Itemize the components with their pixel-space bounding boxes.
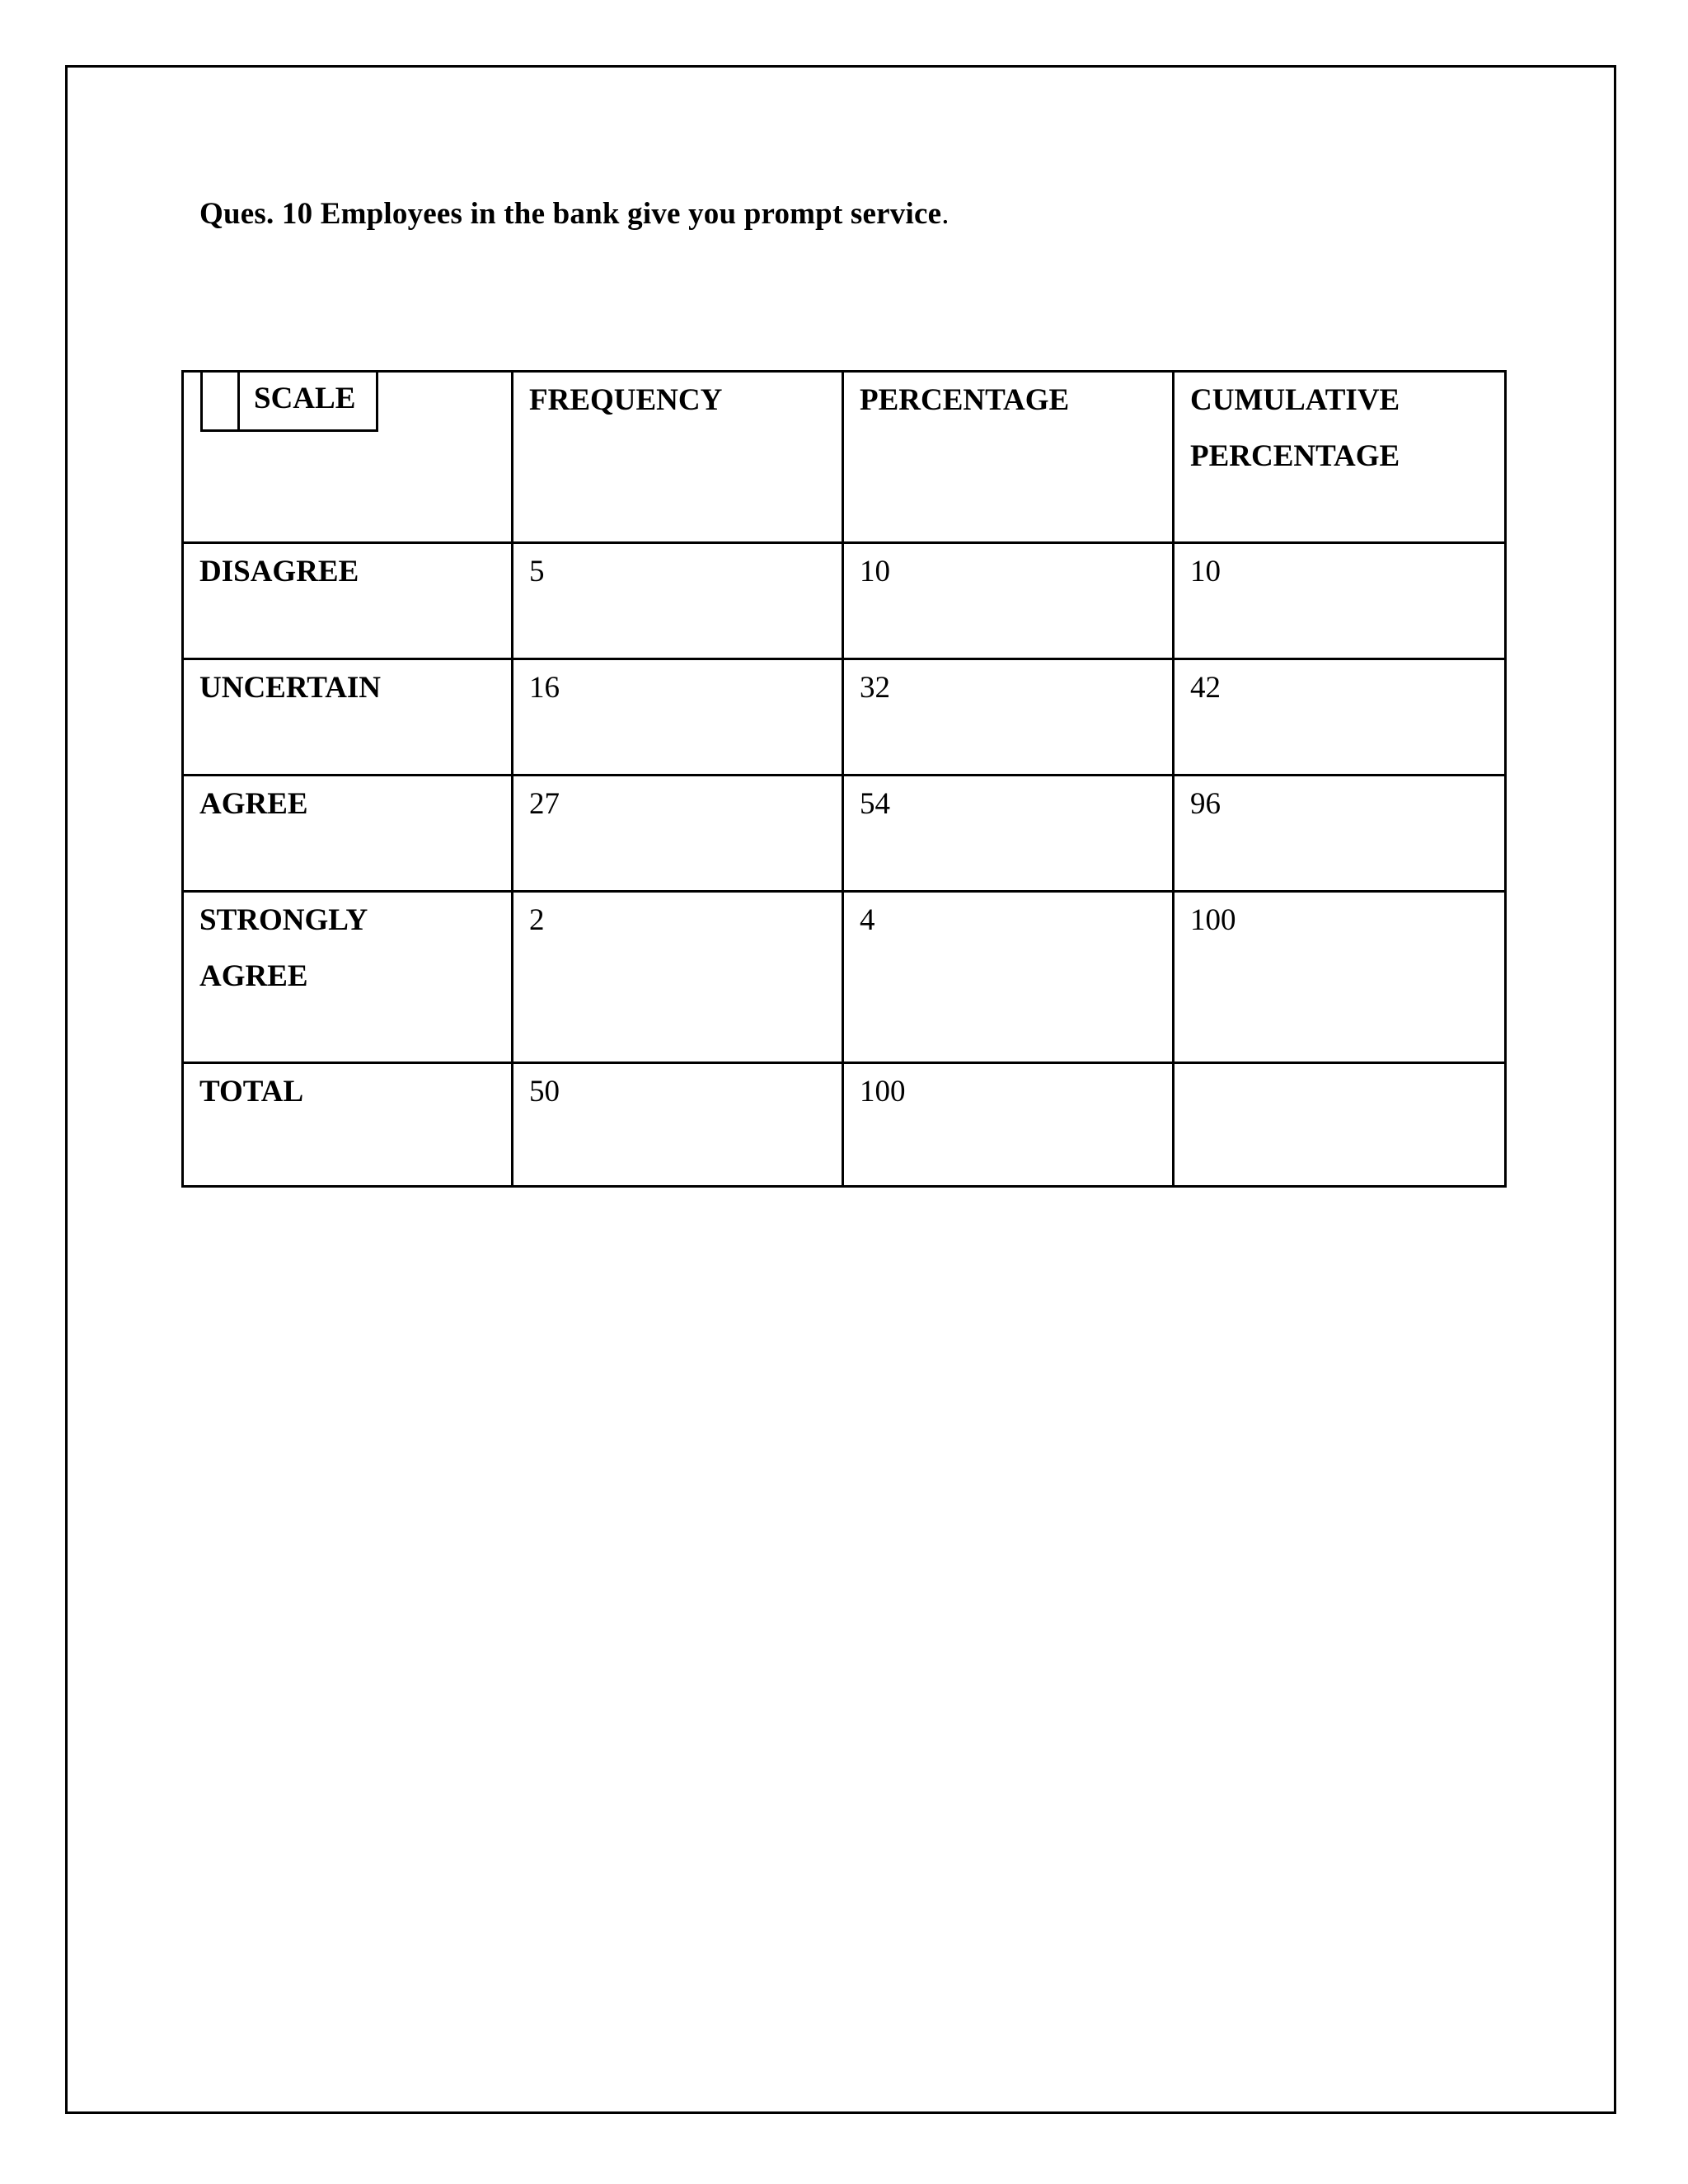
row-frequency: 50 <box>513 1063 843 1187</box>
row-scale: TOTAL <box>183 1063 513 1187</box>
table-row <box>183 659 1506 776</box>
table-row <box>183 892 1506 1063</box>
row-scale: STRONGLY AGREE <box>183 892 513 1063</box>
row-percentage: 10 <box>843 543 1174 659</box>
row-cumulative: 10 <box>1174 543 1506 659</box>
row-scale: UNCERTAIN <box>183 659 513 776</box>
row-cumulative: 42 <box>1174 659 1506 776</box>
scale-label-box <box>200 373 378 432</box>
row-frequency: 2 <box>513 892 843 1063</box>
header-frequency: FREQUENCY <box>513 372 843 543</box>
row-frequency: 16 <box>513 659 843 776</box>
header-scale-label: SCALE <box>254 382 356 415</box>
header-percentage: PERCENTAGE <box>843 372 1174 543</box>
table-header-row <box>183 372 1506 543</box>
row-percentage: 32 <box>843 659 1174 776</box>
row-cumulative <box>1174 1063 1506 1187</box>
table-row <box>183 776 1506 892</box>
row-scale: AGREE <box>183 776 513 892</box>
response-table <box>181 370 1507 1188</box>
row-frequency: 27 <box>513 776 843 892</box>
row-scale: DISAGREE <box>183 543 513 659</box>
row-percentage: 100 <box>843 1063 1174 1187</box>
scale-box-divider <box>237 373 240 429</box>
row-percentage: 54 <box>843 776 1174 892</box>
table-total-row <box>183 1063 1506 1187</box>
row-percentage: 4 <box>843 892 1174 1063</box>
row-frequency: 5 <box>513 543 843 659</box>
header-scale <box>183 372 513 543</box>
row-cumulative: 100 <box>1174 892 1506 1063</box>
question-heading <box>199 196 950 232</box>
question-text: Ques. 10 Employees in the bank give you prompt service <box>199 197 942 231</box>
table-row <box>183 543 1506 659</box>
question-end-mark: . <box>941 197 950 231</box>
row-cumulative: 96 <box>1174 776 1506 892</box>
header-cumulative-percentage: CUMULATIVE PERCENTAGE <box>1174 372 1506 543</box>
